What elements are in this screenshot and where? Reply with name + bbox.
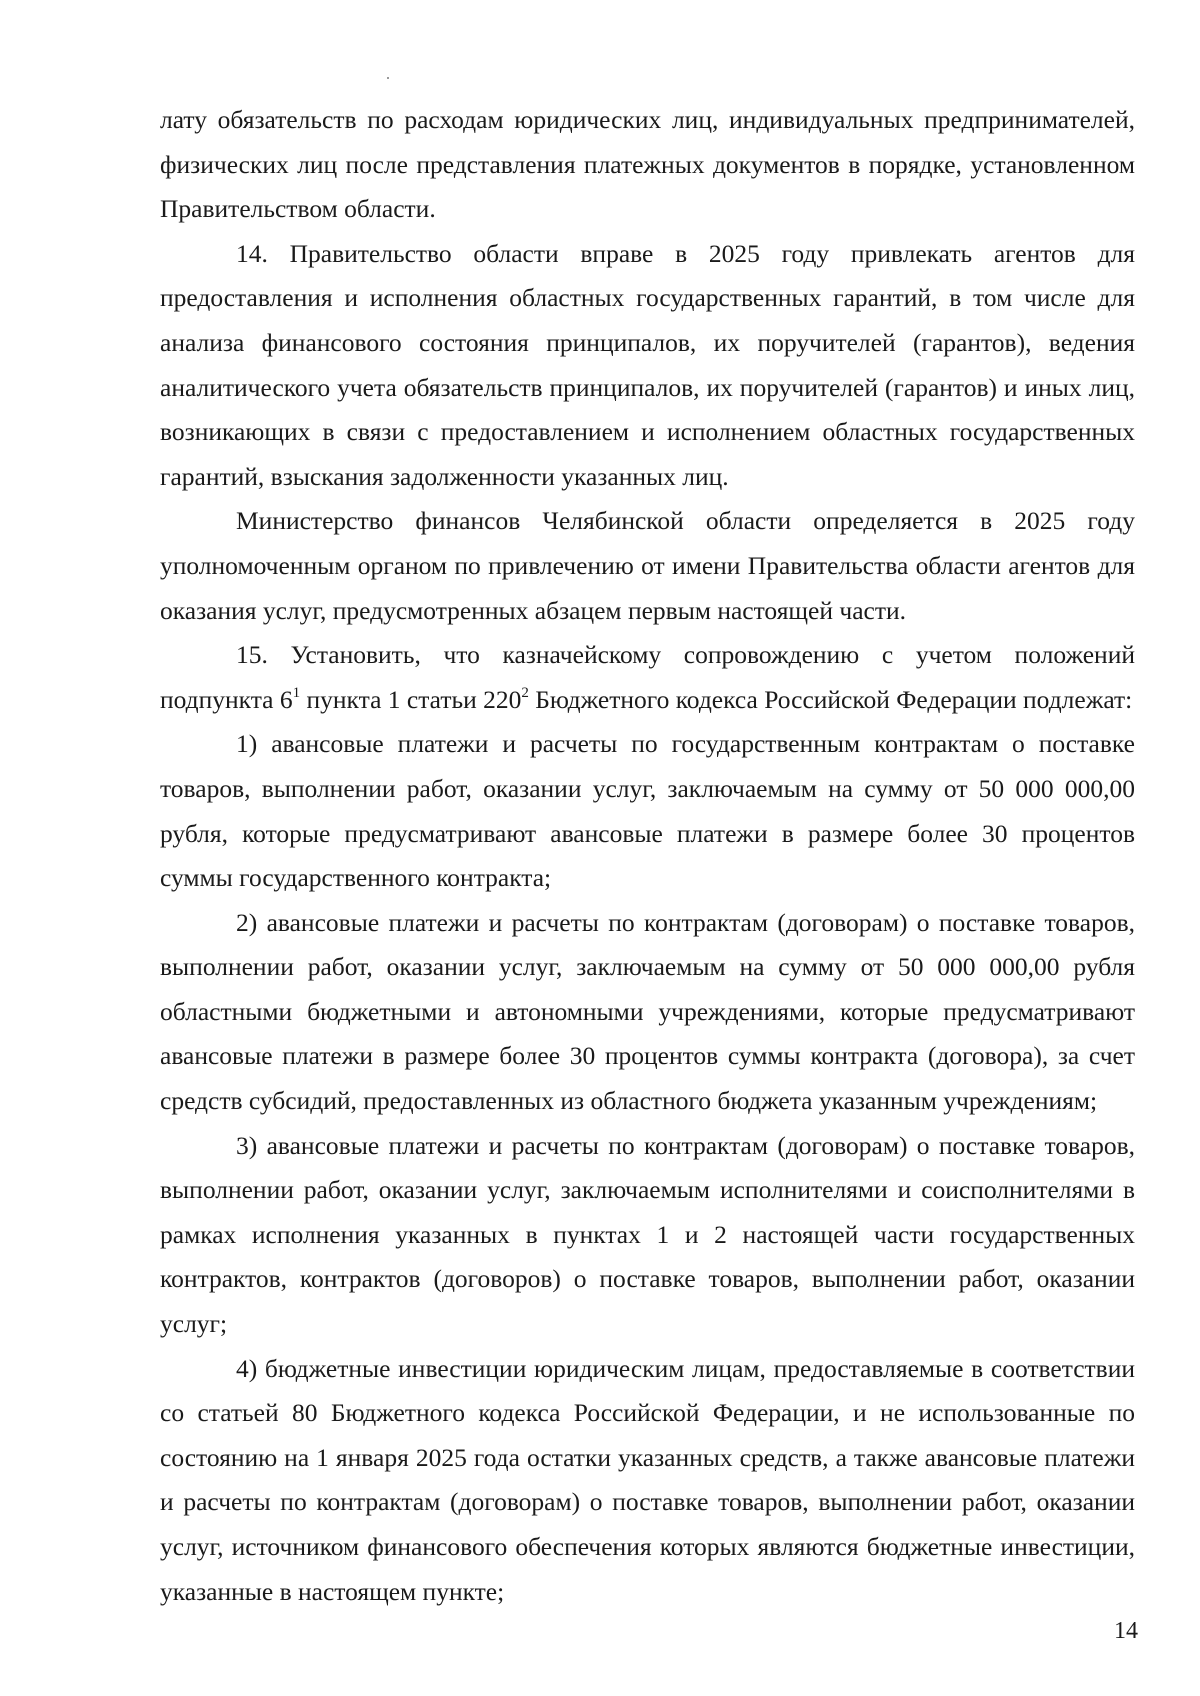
paragraph-15-text-1: 15. Установить, что казначейскому сопровождению с учетом положений подпункта 6 (160, 640, 1135, 714)
paragraph-15-text-2: пункта 1 статьи 220 (300, 684, 522, 714)
superscript-2: 2 (521, 684, 529, 701)
paragraph-14: 14. Правительство области вправе в 2025 году привлекать агентов для предоставления и исполнения областных государственных гарантий, в том числе для анализа финансового состояния принципалов, их поручителей (гарантов), ведения аналитического учета обязательств принципалов, их поручителей (гарантов) и иных лиц, возникающих в связи с предоставлением и исполнением областных государственных гарантий, взыскания задолженности указанных лиц. (160, 238, 1135, 491)
superscript-1: 1 (292, 684, 301, 701)
page-number: 14 (1114, 1618, 1138, 1644)
scan-speck (387, 77, 389, 79)
list-item-3: 3) авансовые платежи и расчеты по контрактам (договорам) о поставке товаров, выполнении работ, оказании услуг, заключаемым исполнителями и соисполнителями в рамках исполнения указанных в пунктах 1 и 2 настоящей части государственных контрактов, контрактов (договоров) о поставке товаров, выполнении работ, оказании услуг; (160, 1130, 1135, 1339)
document-body (160, 98, 1135, 1614)
paragraph-15-text-3: Бюджетного кодекса Российской Федерации подлежат: (528, 684, 1133, 714)
paragraph-continuation: лату обязательств по расходам юридических лиц, индивидуальных предпринимателей, физических лиц после представления платежных документов в порядке, установленном Правительством области. (160, 105, 1135, 224)
paragraph-15 (160, 633, 1135, 722)
list-item-1: 1) авансовые платежи и расчеты по государственным контрактам о поставке товаров, выполнении работ, оказании услуг, заключаемым на сумму от 50 000 000,00 рубля, которые предусматривают авансовые платежи в размере более 30 процентов суммы государственного контракта; (160, 729, 1135, 893)
paragraph-ministry: Министерство финансов Челябинской области определяется в 2025 году уполномоченным органом по привлечению от имени Правительства области агентов для оказания услуг, предусмотренных абзацем первым настоящей части. (160, 506, 1135, 625)
list-item-2: 2) авансовые платежи и расчеты по контрактам (договорам) о поставке товаров, выполнении работ, оказании услуг, заключаемым на сумму от 50 000 000,00 рубля областными бюджетными и автономными учреждениями, которые предусматривают авансовые платежи в размере более 30 процентов суммы контракта (договора), за счет средств субсидий, предоставленных из областного бюджета указанным учреждениям; (160, 907, 1135, 1116)
list-item-4: 4) бюджетные инвестиции юридическим лицам, предоставляемые в соответствии со статьей 80 Бюджетного кодекса Российской Федерации, и не использованные по состоянию на 1 января 2025 года остатки указанных средств, а также авансовые платежи и расчеты по контрактам (договорам) о поставке товаров, выполнении работ, оказании услуг, источником финансового обеспечения которых являются бюджетные инвестиции, указанные в настоящем пункте; (160, 1353, 1135, 1606)
